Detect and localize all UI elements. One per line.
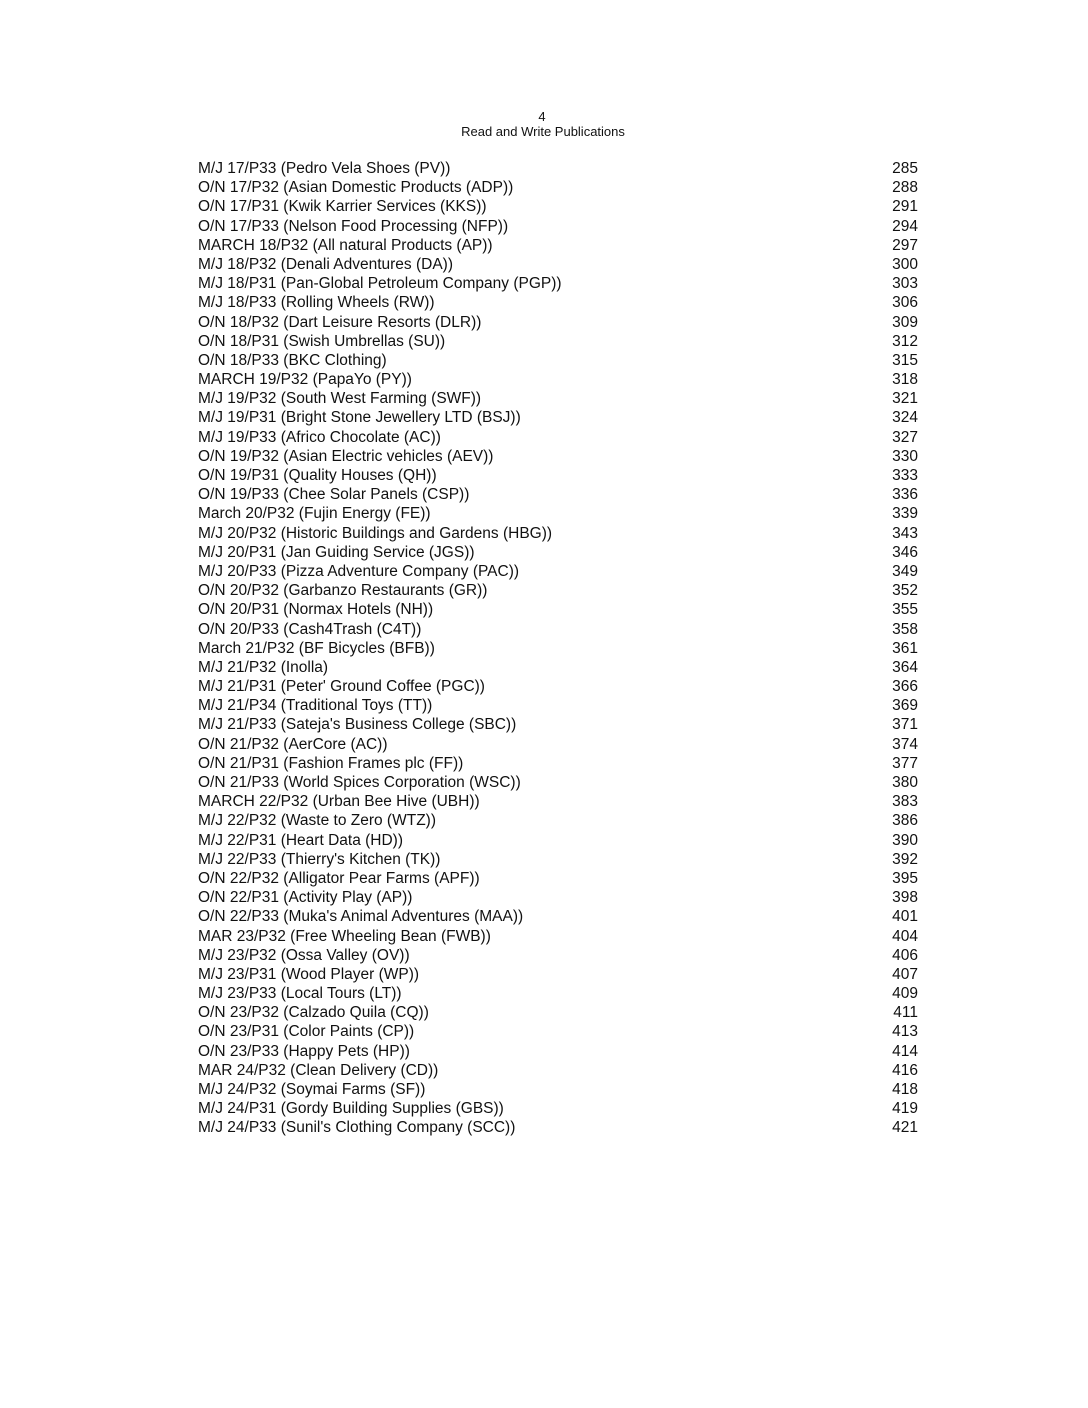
toc-entry-title: M/J 19/P33 (Africo Chocolate (AC)) bbox=[198, 428, 441, 446]
toc-entry bbox=[198, 466, 918, 485]
toc-entry bbox=[198, 811, 918, 830]
toc-entry-title: M/J 23/P33 (Local Tours (LT)) bbox=[198, 985, 402, 1003]
toc-entry bbox=[198, 907, 918, 926]
toc-entry-page: 312 bbox=[892, 332, 918, 350]
toc-entry bbox=[198, 351, 918, 370]
toc-entry-page: 366 bbox=[892, 678, 918, 696]
toc-entry bbox=[198, 946, 918, 965]
toc-entry-page: 390 bbox=[892, 831, 918, 849]
toc-entry-page: 386 bbox=[892, 812, 918, 830]
toc-entry bbox=[198, 831, 918, 850]
toc-entry bbox=[198, 236, 918, 255]
toc-entry-title: M/J 24/P31 (Gordy Building Supplies (GBS)) bbox=[198, 1100, 504, 1118]
toc-entry-title: O/N 18/P32 (Dart Leisure Resorts (DLR)) bbox=[198, 313, 482, 331]
toc-entry bbox=[198, 696, 918, 715]
toc-entry-title: MARCH 19/P32 (PapaYo (PY)) bbox=[198, 371, 412, 389]
toc-entry-page: 413 bbox=[892, 1023, 918, 1041]
toc-entry-title: MAR 23/P32 (Free Wheeling Bean (FWB)) bbox=[198, 927, 491, 945]
toc-entry-page: 324 bbox=[892, 409, 918, 427]
toc-entry-page: 321 bbox=[892, 390, 918, 408]
toc-entry bbox=[198, 1061, 918, 1080]
toc-entry-title: M/J 24/P33 (Sunil's Clothing Company (SCC)) bbox=[198, 1119, 516, 1137]
toc-entry bbox=[198, 1022, 918, 1041]
toc-entry-page: 291 bbox=[892, 198, 918, 216]
toc-entry-page: 411 bbox=[893, 1004, 918, 1022]
toc-entry bbox=[198, 1118, 918, 1137]
toc-entry-title: M/J 19/P32 (South West Farming (SWF)) bbox=[198, 390, 482, 408]
toc-entry-title: O/N 17/P33 (Nelson Food Processing (NFP)) bbox=[198, 217, 509, 235]
toc-entry-page: 333 bbox=[892, 467, 918, 484]
page-number: 4 bbox=[538, 109, 546, 124]
toc-entry-page: 409 bbox=[892, 985, 918, 1003]
toc-entry bbox=[198, 274, 918, 293]
toc-entry bbox=[198, 428, 918, 447]
toc-entry bbox=[198, 217, 918, 236]
toc-entry-title: O/N 18/P31 (Swish Umbrellas (SU)) bbox=[198, 332, 446, 350]
toc-entry-page: 392 bbox=[892, 850, 918, 868]
toc-entry-page: 358 bbox=[892, 620, 918, 638]
toc-entry-title: MARCH 22/P32 (Urban Bee Hive (UBH)) bbox=[198, 793, 480, 811]
toc-entry-title: O/N 17/P31 (Kwik Karrier Services (KKS)) bbox=[198, 198, 487, 216]
toc-entry-page: 401 bbox=[892, 908, 918, 926]
toc-entry-title: M/J 24/P32 (Soymai Farms (SF)) bbox=[198, 1081, 426, 1098]
toc-entry-title: O/N 18/P33 (BKC Clothing) bbox=[198, 351, 387, 369]
toc-entry bbox=[198, 735, 918, 754]
toc-entry bbox=[198, 754, 918, 773]
toc-entry bbox=[198, 600, 918, 619]
toc-entry-page: 309 bbox=[892, 313, 918, 331]
toc-entry-title: M/J 21/P31 (Peter' Ground Coffee (PGC)) bbox=[198, 678, 485, 696]
toc-entry bbox=[198, 984, 918, 1003]
toc-entry-title: M/J 20/P33 (Pizza Adventure Company (PAC)) bbox=[198, 562, 520, 580]
toc-entry bbox=[198, 965, 918, 984]
toc-entry bbox=[198, 773, 918, 792]
toc-entry-title: O/N 23/P32 (Calzado Quila (CQ)) bbox=[198, 1004, 429, 1022]
toc-entry bbox=[198, 792, 918, 811]
toc-entry-page: 418 bbox=[892, 1081, 918, 1098]
toc-entry-title: O/N 22/P32 (Alligator Pear Farms (APF)) bbox=[198, 869, 480, 887]
toc-entry-page: 288 bbox=[892, 179, 918, 197]
toc-entry bbox=[198, 1042, 918, 1061]
toc-entry-page: 395 bbox=[892, 869, 918, 887]
toc-entry-page: 398 bbox=[892, 889, 918, 907]
toc-entry-page: 416 bbox=[892, 1061, 918, 1079]
toc-entry-title: M/J 22/P33 (Thierry's Kitchen (TK)) bbox=[198, 850, 441, 868]
toc-entry-title: M/J 18/P33 (Rolling Wheels (RW)) bbox=[198, 294, 435, 312]
toc-entry-title: M/J 20/P31 (Jan Guiding Service (JGS)) bbox=[198, 543, 475, 561]
toc-entry-title: O/N 23/P33 (Happy Pets (HP)) bbox=[198, 1042, 410, 1060]
toc-entry bbox=[198, 313, 918, 332]
toc-entry bbox=[198, 581, 918, 600]
toc-entry bbox=[198, 715, 918, 734]
toc-entry bbox=[198, 677, 918, 696]
toc-entry-title: M/J 21/P34 (Traditional Toys (TT)) bbox=[198, 697, 433, 715]
toc-entry-page: 306 bbox=[892, 294, 918, 312]
toc-entry bbox=[198, 332, 918, 351]
toc-entry bbox=[198, 178, 918, 197]
toc-entry bbox=[198, 1003, 918, 1022]
toc-entry bbox=[198, 658, 918, 677]
toc-entry bbox=[198, 639, 918, 658]
toc-entry bbox=[198, 197, 918, 216]
table-of-contents bbox=[198, 159, 918, 1138]
toc-entry bbox=[198, 504, 918, 523]
toc-entry-title: M/J 20/P32 (Historic Buildings and Gardens (HBG)) bbox=[198, 524, 553, 542]
toc-entry-title: O/N 21/P31 (Fashion Frames plc (FF)) bbox=[198, 754, 464, 772]
toc-entry-page: 343 bbox=[892, 524, 918, 542]
toc-entry-page: 371 bbox=[892, 716, 918, 734]
toc-entry bbox=[198, 159, 918, 178]
toc-entry bbox=[198, 562, 918, 581]
toc-entry-page: 297 bbox=[892, 236, 918, 254]
toc-entry-page: 346 bbox=[892, 543, 918, 561]
toc-entry bbox=[198, 850, 918, 869]
toc-entry bbox=[198, 927, 918, 946]
toc-entry bbox=[198, 370, 918, 389]
toc-entry-page: 330 bbox=[892, 447, 918, 465]
toc-entry-title: M/J 17/P33 (Pedro Vela Shoes (PV)) bbox=[198, 160, 451, 177]
toc-entry bbox=[198, 293, 918, 312]
toc-entry-title: M/J 21/P33 (Sateja's Business College (SBC)) bbox=[198, 716, 517, 734]
toc-entry-page: 327 bbox=[892, 428, 918, 446]
toc-entry-title: O/N 22/P33 (Muka's Animal Adventures (MAA)) bbox=[198, 908, 524, 926]
toc-entry bbox=[198, 447, 918, 466]
toc-entry-title: MARCH 18/P32 (All natural Products (AP)) bbox=[198, 236, 493, 254]
toc-entry-title: M/J 18/P31 (Pan-Global Petroleum Company (PGP)) bbox=[198, 275, 562, 293]
toc-entry-title: O/N 22/P31 (Activity Play (AP)) bbox=[198, 889, 413, 907]
toc-entry-page: 407 bbox=[892, 965, 918, 983]
toc-entry-page: 419 bbox=[892, 1100, 918, 1118]
toc-entry bbox=[198, 543, 918, 562]
toc-entry-title: O/N 21/P32 (AerCore (AC)) bbox=[198, 735, 388, 753]
toc-entry bbox=[198, 389, 918, 408]
toc-entry bbox=[198, 1080, 918, 1099]
toc-entry-page: 421 bbox=[892, 1119, 918, 1137]
toc-entry bbox=[198, 888, 918, 907]
toc-entry-page: 352 bbox=[892, 582, 918, 600]
toc-entry-title: March 20/P32 (Fujin Energy (FE)) bbox=[198, 505, 431, 523]
toc-entry-page: 377 bbox=[892, 754, 918, 772]
toc-entry-page: 300 bbox=[892, 255, 918, 273]
toc-entry-title: M/J 18/P32 (Denali Adventures (DA)) bbox=[198, 255, 453, 273]
toc-entry-page: 414 bbox=[892, 1042, 918, 1060]
toc-entry-page: 374 bbox=[892, 735, 918, 753]
toc-entry-title: O/N 17/P32 (Asian Domestic Products (ADP)) bbox=[198, 179, 514, 197]
toc-entry-title: M/J 23/P31 (Wood Player (WP)) bbox=[198, 965, 420, 983]
publication-title: Read and Write Publications bbox=[461, 124, 625, 139]
toc-entry-title: O/N 23/P31 (Color Paints (CP)) bbox=[198, 1023, 415, 1041]
toc-entry-title: O/N 20/P32 (Garbanzo Restaurants (GR)) bbox=[198, 582, 488, 600]
toc-entry-page: 404 bbox=[892, 927, 918, 945]
toc-entry bbox=[198, 255, 918, 274]
toc-entry-page: 336 bbox=[892, 486, 918, 504]
toc-entry-page: 303 bbox=[892, 275, 918, 293]
toc-entry-title: O/N 21/P33 (World Spices Corporation (WSC)) bbox=[198, 774, 521, 791]
toc-entry bbox=[198, 869, 918, 888]
toc-entry-title: O/N 19/P31 (Quality Houses (QH)) bbox=[198, 467, 437, 484]
toc-entry-page: 339 bbox=[892, 505, 918, 523]
toc-entry-title: M/J 21/P32 (Inolla) bbox=[198, 658, 329, 676]
toc-entry bbox=[198, 408, 918, 427]
toc-entry-title: O/N 19/P33 (Chee Solar Panels (CSP)) bbox=[198, 486, 470, 504]
toc-entry-page: 294 bbox=[892, 217, 918, 235]
toc-entry bbox=[198, 1099, 918, 1118]
toc-entry-title: March 21/P32 (BF Bicycles (BFB)) bbox=[198, 639, 435, 657]
toc-entry-page: 285 bbox=[892, 160, 918, 177]
toc-entry-page: 364 bbox=[892, 658, 918, 676]
toc-entry bbox=[198, 524, 918, 543]
toc-entry-title: M/J 22/P32 (Waste to Zero (WTZ)) bbox=[198, 812, 436, 830]
toc-entry bbox=[198, 620, 918, 639]
toc-entry-page: 380 bbox=[892, 774, 918, 791]
toc-entry-title: O/N 20/P31 (Normax Hotels (NH)) bbox=[198, 601, 434, 619]
toc-entry-page: 315 bbox=[892, 351, 918, 369]
toc-entry-page: 361 bbox=[892, 639, 918, 657]
toc-entry bbox=[198, 485, 918, 504]
toc-entry-title: M/J 19/P31 (Bright Stone Jewellery LTD (BSJ)) bbox=[198, 409, 521, 427]
toc-entry-page: 349 bbox=[892, 562, 918, 580]
toc-entry-page: 355 bbox=[892, 601, 918, 619]
toc-entry-page: 318 bbox=[892, 371, 918, 389]
toc-entry-page: 369 bbox=[892, 697, 918, 715]
toc-entry-title: O/N 19/P32 (Asian Electric vehicles (AEV)) bbox=[198, 447, 494, 465]
toc-entry-title: MAR 24/P32 (Clean Delivery (CD)) bbox=[198, 1061, 439, 1079]
toc-entry-title: O/N 20/P33 (Cash4Trash (C4T)) bbox=[198, 620, 422, 638]
toc-entry-page: 406 bbox=[892, 946, 918, 964]
toc-entry-page: 383 bbox=[892, 793, 918, 811]
toc-entry-title: M/J 22/P31 (Heart Data (HD)) bbox=[198, 831, 403, 849]
toc-entry-title: M/J 23/P32 (Ossa Valley (OV)) bbox=[198, 946, 410, 964]
